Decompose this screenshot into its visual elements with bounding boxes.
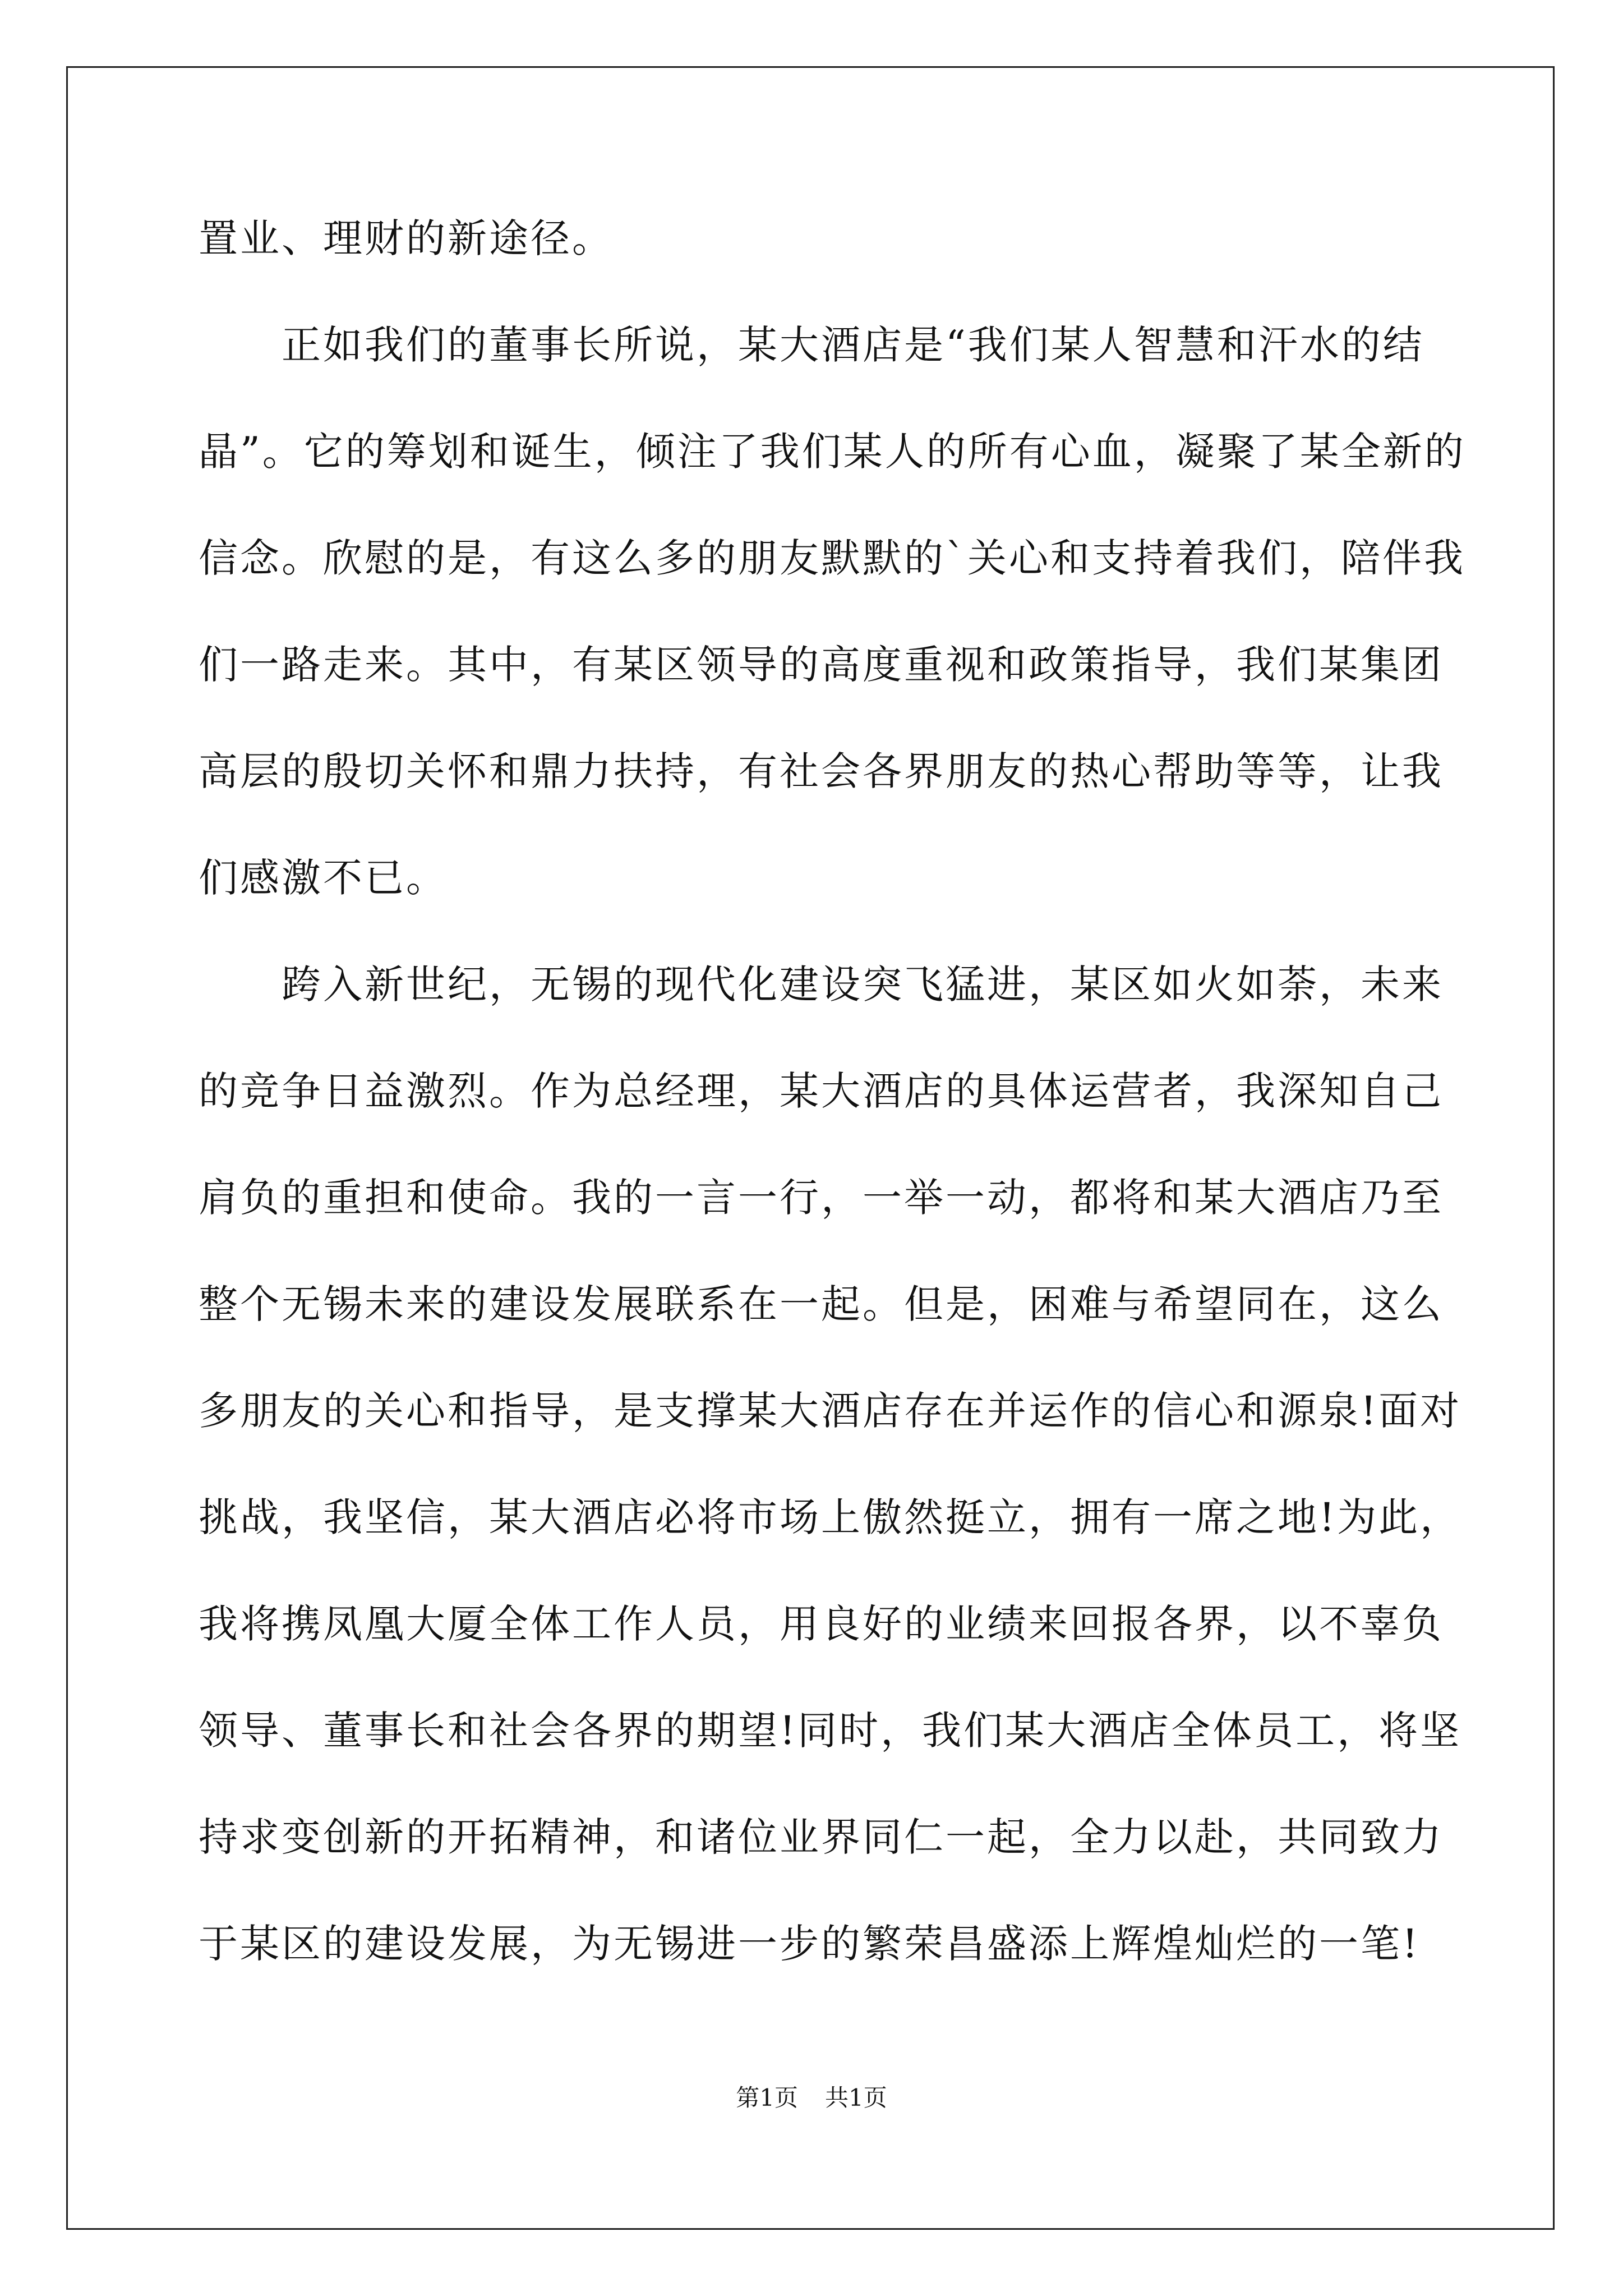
text-line: 的竞争日益激烈。作为总经理，某大酒店的具体运营者，我深知自己 (199, 1068, 1444, 1114)
page-total: 共1页 (825, 2084, 887, 2111)
text-line: 领导、董事长和社会各界的期望!同时，我们某大酒店全体员工，将坚 (199, 1708, 1462, 1754)
text-line: 置业、理财的新途径。 (199, 215, 614, 261)
text-line: 持求变创新的开拓精神，和诸位业界同仁一起，全力以赴，共同致力 (199, 1814, 1444, 1860)
text-line: 于某区的建设发展，为无锡进一步的繁荣昌盛添上辉煌灿烂的一笔! (199, 1921, 1421, 1967)
text-line: 信念。欣慰的是，有这么多的朋友默默的`关心和支持着我们，陪伴我 (199, 535, 1465, 581)
text-line: 整个无锡未来的建设发展联系在一起。但是，困难与希望同在，这么 (199, 1281, 1444, 1327)
text-line: 挑战，我坚信，某大酒店必将市场上傲然挺立，拥有一席之地!为此， (199, 1494, 1462, 1540)
text-line: 们感激不已。 (199, 855, 448, 901)
page-footer (0, 2082, 1623, 2114)
text-line: 肩负的重担和使命。我的一言一行，一举一动，都将和某大酒店乃至 (199, 1175, 1444, 1221)
page-border (66, 66, 1555, 2230)
text-line: 我将携凤凰大厦全体工作人员，用良好的业绩来回报各界，以不辜负 (199, 1601, 1444, 1647)
text-line: 高层的殷切关怀和鼎力扶持，有社会各界朋友的热心帮助等等，让我 (199, 748, 1444, 794)
page-number: 第1页 (736, 2084, 798, 2111)
text-line: 晶”。它的筹划和诞生，倾注了我们某人的所有心血，凝聚了某全新的 (199, 429, 1466, 475)
text-line: 们一路走来。其中，有某区领导的高度重视和政策指导，我们某集团 (199, 642, 1444, 688)
text-line: 多朋友的关心和指导，是支撑某大酒店存在并运作的信心和源泉!面对 (199, 1388, 1462, 1434)
paragraph-first-line: 跨入新世纪，无锡的现代化建设突飞猛进，某区如火如荼，未来 (282, 961, 1444, 1007)
paragraph-first-line: 正如我们的董事长所说，某大酒店是“我们某人智慧和汗水的结 (282, 322, 1424, 368)
